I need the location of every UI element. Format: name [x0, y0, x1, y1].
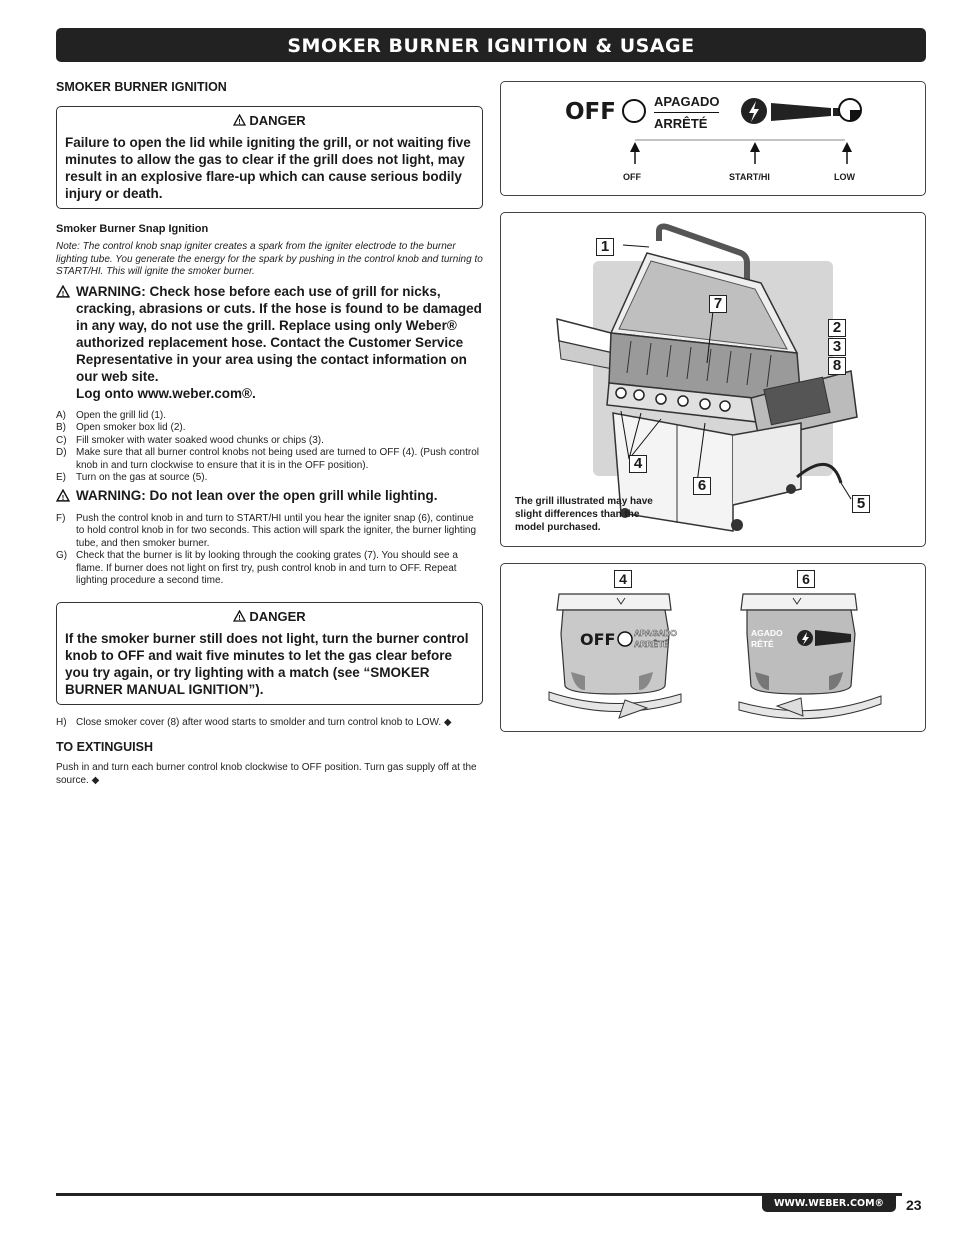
footer-url[interactable]: WWW.WEBER.COM® [762, 1195, 896, 1212]
step-item: D) Make sure that all burner control knobs not being used are turned to OFF (4). (Push control knob in and turn clockwise to ensure that it is in the OFF position). [56, 447, 479, 471]
step-item: H) Close smoker cover (8) after wood starts to smolder and turn control knob to LOW. ◆ [56, 716, 452, 728]
snap-ignition-title: Smoker Burner Snap Ignition [56, 223, 209, 235]
svg-text:!: ! [61, 492, 65, 502]
callout-6: 6 [693, 477, 711, 495]
lightning-icon [739, 96, 773, 126]
dial-label-off: OFF [623, 172, 641, 182]
knob-num-4: 4 [614, 570, 632, 588]
callout-3: 3 [828, 338, 846, 356]
extinguish-title: TO EXTINGUISH [56, 740, 154, 754]
knobs-panel [500, 563, 926, 732]
dial-label-start: START/HI [729, 172, 770, 182]
warning-hose-link: Log onto www.weber.com®. [76, 385, 256, 401]
knob-off-illustration [541, 590, 691, 724]
dial-off-label: OFF [565, 99, 616, 125]
warning-triangle-icon [233, 114, 246, 126]
danger-text: If the smoker burner still does not light, turn the burner control knob to OFF and wait five minutes to let the gas clear before you try again, or try lighting with a match (see “SMOKER BURNER MANUAL IGNITION”). [65, 630, 469, 697]
page-number: 23 [906, 1197, 922, 1213]
warning-triangle-icon [233, 610, 246, 622]
warning-triangle-icon [56, 489, 70, 502]
callout-8: 8 [828, 357, 846, 375]
warning-hose-text: WARNING: Check hose before each use of grill for nicks, cracking, abrasions or cuts. If the hose is found to be damaged in any way, do not use the grill. Replace using only Weber® authorized replacement hose. Contact the Customer Service Representative in your area using the contact information on our web site. [76, 283, 482, 384]
knob-right-arrete: RÊTÉ [751, 639, 774, 649]
left-column [56, 80, 483, 787]
warning-triangle-icon [56, 285, 70, 298]
illustration-caption: The grill illustrated may have slight differences than the model purchased. [515, 496, 653, 533]
step-item: C) Fill smoker with water soaked wood chunks or chips (3). [56, 434, 324, 446]
knob-dial-panel [500, 81, 926, 196]
danger-text: Failure to open the lid while igniting the grill, or not waiting five minutes to allow the gas to clear if the grill does not light, may result in an explosive flare-up which can cause serious bodily injury or death. [65, 135, 471, 201]
step-item: E) Turn on the gas at source (5). [56, 472, 208, 483]
section-title: SMOKER BURNER IGNITION [56, 80, 227, 94]
knob-left-arrete: ARRÊTÉ [634, 639, 669, 649]
knob-start-illustration [731, 590, 891, 724]
warning-lean [56, 487, 483, 506]
step-item: F) Push the control knob in and turn to START/HI until you hear the igniter snap (6), continue to hold control knob in for two seconds. This action will spark the igniter, the burner lighting tube, and then smoker burner. [56, 512, 477, 549]
step-item: B) Open smoker box lid (2). [56, 422, 186, 433]
dial-label-low: LOW [834, 172, 855, 182]
steps-f-g [56, 513, 483, 588]
svg-text:!: ! [238, 119, 241, 126]
knob-off-text: OFF [580, 630, 616, 649]
danger-box-2 [56, 602, 483, 705]
ignition-note: Note: The control knob snap igniter creates a spark from the igniter electrode to the burner lighting tube. You generate the energy for the spark by pushing in the control knob and turning to START/HI. This will ignite the smoker burner. [56, 241, 483, 277]
danger-header [65, 609, 474, 624]
step-h [56, 717, 483, 730]
knob-right-bilingual [751, 628, 783, 650]
danger-label: DANGER [249, 608, 306, 624]
apagado-label: APAGADO [654, 94, 719, 113]
dial-pointer-arrows [621, 130, 861, 170]
knob-left-apagado: APAGADO [634, 628, 677, 638]
knob-num-6: 6 [797, 570, 815, 588]
steps-a-e [56, 410, 483, 485]
callout-5: 5 [852, 495, 870, 513]
svg-text:!: ! [238, 614, 241, 622]
warning-lean-text: WARNING: Do not lean over the open grill while lighting. [76, 487, 438, 503]
callout-1: 1 [596, 238, 614, 256]
arrete-label: ARRÊTÉ [654, 116, 708, 131]
callout-2: 2 [828, 319, 846, 337]
callout-7: 7 [709, 295, 727, 313]
low-circle-icon [836, 96, 866, 126]
step-item: A) Open the grill lid (1). [56, 409, 167, 421]
dial-bilingual [654, 94, 719, 132]
off-circle-icon [621, 98, 649, 126]
danger-box-1 [56, 106, 483, 209]
extinguish-text: Push in and turn each burner control knob clockwise to OFF position. Turn gas supply off at the source. ◆ [56, 762, 477, 786]
danger-header [65, 113, 474, 128]
knob-right-apagado: AGADO [751, 628, 783, 638]
danger-label: DANGER [249, 113, 306, 128]
knob-left-bilingual [634, 628, 677, 650]
warning-hose [56, 283, 483, 402]
svg-text:!: ! [61, 288, 65, 298]
grill-illustration-panel [500, 212, 926, 547]
step-item: G) Check that the burner is lit by looking through the cooking grates (7). You should see a flame. If burner does not light on first try, push control knob in and turn to OFF. Repeat lighting procedure a second time. [56, 550, 458, 586]
callout-4: 4 [629, 455, 647, 473]
page-title: SMOKER BURNER IGNITION & USAGE [56, 28, 926, 62]
